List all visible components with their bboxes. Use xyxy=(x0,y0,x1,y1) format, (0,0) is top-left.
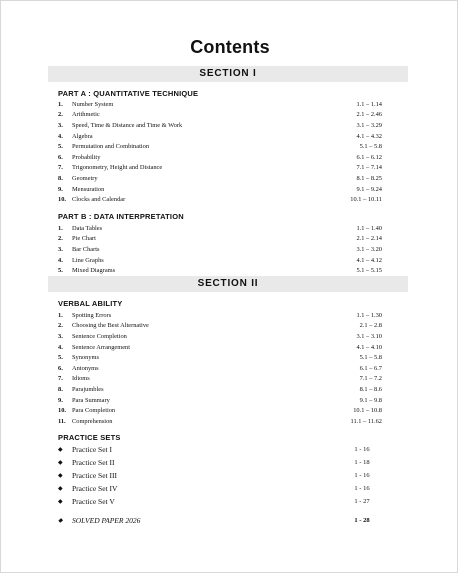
toc-page-range: 4.1 – 4.10 xyxy=(356,343,382,351)
toc-page-range: 10.1 – 10.8 xyxy=(353,407,382,415)
toc-number: 2. xyxy=(58,235,63,243)
toc-number: 6. xyxy=(58,153,63,161)
part-b-heading: PART B : DATA INTERPRETATION xyxy=(58,212,184,221)
section-1-heading: SECTION I xyxy=(48,66,408,82)
toc-number: 8. xyxy=(58,174,63,182)
toc-label: Mixed Diagrams xyxy=(72,267,116,275)
practice-set-row[interactable] xyxy=(58,495,382,508)
toc-label: Clocks and Calendar xyxy=(72,196,126,204)
verbal-ability-list xyxy=(58,310,382,427)
diamond-bullet-icon: ◆ xyxy=(58,486,63,492)
toc-row[interactable] xyxy=(58,141,382,152)
toc-page-range: 4.1 – 4.32 xyxy=(356,132,382,140)
toc-row[interactable] xyxy=(58,131,382,142)
toc-label: Spotting Errors xyxy=(72,311,112,319)
toc-page-range: 9.1 – 9.8 xyxy=(359,396,382,404)
part-a-list xyxy=(58,99,382,205)
toc-number: 2. xyxy=(58,322,63,330)
toc-row[interactable] xyxy=(58,342,382,353)
practice-set-row[interactable] xyxy=(58,469,382,482)
toc-label: Sentence Arrangement xyxy=(72,343,131,351)
toc-label: Antonyms xyxy=(72,364,99,372)
practice-set-row[interactable] xyxy=(58,482,382,495)
diamond-bullet-icon: ◆ xyxy=(58,473,63,479)
toc-page-range: 11.1 – 11.62 xyxy=(350,417,382,425)
toc-page-range: 8.1 – 8.6 xyxy=(359,385,382,393)
toc-number: 9. xyxy=(58,396,63,404)
toc-label: Mensuration xyxy=(72,185,105,193)
toc-label: Speed, Time & Distance and Time & Work xyxy=(72,121,183,129)
toc-label: Probability xyxy=(72,153,101,161)
toc-page-range: 1.1 – 1.14 xyxy=(356,100,382,108)
toc-row[interactable] xyxy=(58,352,382,363)
toc-page-range: 7.1 – 7.14 xyxy=(356,164,382,172)
toc-number: 4. xyxy=(58,132,63,140)
toc-row[interactable] xyxy=(58,163,382,174)
diamond-bullet-icon: ◆ xyxy=(58,499,63,505)
toc-label: Trigonometry, Height and Distance xyxy=(72,164,163,172)
toc-row[interactable] xyxy=(58,184,382,195)
toc-number: 7. xyxy=(58,164,63,172)
toc-label: Number System xyxy=(72,100,114,108)
practice-sets-list xyxy=(58,443,382,508)
toc-row[interactable] xyxy=(58,99,382,110)
toc-number: 9. xyxy=(58,185,63,193)
verbal-ability-heading: VERBAL ABILITY xyxy=(58,299,123,308)
solved-paper-pages: 1 - 28 xyxy=(354,517,370,524)
toc-number: 3. xyxy=(58,332,63,340)
toc-label: Para Completion xyxy=(72,407,116,415)
practice-set-label: Practice Set I xyxy=(72,445,112,454)
toc-page-range: 2.1 – 2.8 xyxy=(359,322,382,330)
practice-set-label: Practice Set II xyxy=(72,458,115,467)
toc-page-range: 5.1 – 5.15 xyxy=(356,267,382,275)
practice-set-pages: 1 - 27 xyxy=(354,498,370,505)
toc-number: 1. xyxy=(58,100,63,108)
toc-number: 4. xyxy=(58,343,63,351)
toc-number: 3. xyxy=(58,245,63,253)
diamond-bullet-icon: ◆ xyxy=(58,447,63,453)
solved-paper-row[interactable] xyxy=(58,514,382,527)
toc-page-range: 5.1 – 5.8 xyxy=(359,143,382,151)
practice-set-pages: 1 - 16 xyxy=(354,472,370,479)
practice-set-row[interactable] xyxy=(58,456,382,469)
toc-number: 6. xyxy=(58,364,63,372)
solved-paper-label: SOLVED PAPER 2026 xyxy=(72,516,141,525)
diamond-bullet-icon: ◆ xyxy=(58,518,63,524)
toc-row[interactable] xyxy=(58,194,382,205)
toc-label: Bar Charts xyxy=(72,245,100,253)
practice-set-label: Practice Set V xyxy=(72,497,115,506)
toc-label: Para Summary xyxy=(72,396,110,404)
toc-row[interactable] xyxy=(58,152,382,163)
toc-row[interactable] xyxy=(58,265,382,276)
toc-label: Line Graphs xyxy=(72,256,104,264)
toc-row[interactable] xyxy=(58,120,382,131)
toc-number: 1. xyxy=(58,311,63,319)
toc-page-range: 5.1 – 5.8 xyxy=(359,354,382,362)
toc-page-range: 6.1 – 6.12 xyxy=(356,153,382,161)
toc-row[interactable] xyxy=(58,244,382,255)
practice-set-pages: 1 - 16 xyxy=(354,446,370,453)
toc-number: 3. xyxy=(58,121,63,129)
practice-set-pages: 1 - 18 xyxy=(354,459,370,466)
page-title: Contents xyxy=(190,37,270,57)
practice-set-row[interactable] xyxy=(58,443,382,456)
practice-set-pages: 1 - 16 xyxy=(354,485,370,492)
toc-row[interactable] xyxy=(58,310,382,321)
toc-page-range: 1.1 – 1.40 xyxy=(356,224,382,232)
toc-number: 5. xyxy=(58,143,63,151)
solved-paper-list xyxy=(58,514,382,527)
toc-page-range: 8.1 – 8.25 xyxy=(356,174,382,182)
toc-number: 5. xyxy=(58,267,63,275)
toc-row[interactable] xyxy=(58,405,382,416)
toc-page-range: 9.1 – 9.24 xyxy=(356,185,382,193)
practice-sets-heading: PRACTICE SETS xyxy=(58,433,121,442)
toc-label: Pie Chart xyxy=(72,235,96,243)
toc-label: Permutation and Combination xyxy=(72,143,150,151)
practice-set-label: Practice Set III xyxy=(72,471,117,480)
toc-page-range: 4.1 – 4.12 xyxy=(356,256,382,264)
toc-row[interactable] xyxy=(58,374,382,385)
toc-row[interactable] xyxy=(58,395,382,406)
toc-row[interactable] xyxy=(58,110,382,121)
diamond-bullet-icon: ◆ xyxy=(58,460,63,466)
toc-page-range: 2.1 – 2.46 xyxy=(356,111,382,119)
toc-label: Sentence Completion xyxy=(72,332,127,340)
toc-row[interactable] xyxy=(58,416,382,427)
toc-number: 5. xyxy=(58,354,63,362)
toc-page-range: 3.1 – 3.10 xyxy=(356,332,382,340)
toc-page-range: 3.1 – 3.20 xyxy=(356,245,382,253)
toc-page-range: 3.1 – 3.29 xyxy=(356,121,382,129)
toc-page-range: 1.1 – 1.30 xyxy=(356,311,382,319)
section-2-heading: SECTION II xyxy=(48,276,408,292)
toc-row[interactable] xyxy=(58,223,382,234)
toc-number: 8. xyxy=(58,385,63,393)
toc-row[interactable] xyxy=(58,384,382,395)
toc-number: 2. xyxy=(58,111,63,119)
toc-label: Algebra xyxy=(72,132,93,140)
toc-page-range: 6.1 – 6.7 xyxy=(359,364,382,372)
toc-row[interactable] xyxy=(58,321,382,332)
toc-number: 7. xyxy=(58,375,63,383)
toc-row[interactable] xyxy=(58,234,382,245)
toc-number: 1. xyxy=(58,224,63,232)
toc-page-range: 7.1 – 7.2 xyxy=(359,375,382,383)
part-b-list xyxy=(58,223,382,276)
toc-label: Choosing the Best Alternative xyxy=(72,322,149,330)
toc-label: Synonyms xyxy=(72,354,99,362)
toc-number: 10. xyxy=(58,196,66,204)
toc-number: 4. xyxy=(58,256,63,264)
toc-number: 11. xyxy=(58,417,66,425)
toc-page-range: 2.1 – 2.14 xyxy=(356,235,382,243)
toc-label: Parajumbles xyxy=(72,385,104,393)
toc-number: 10. xyxy=(58,407,66,415)
toc-label: Idioms xyxy=(72,375,90,383)
toc-label: Comprehension xyxy=(72,417,113,425)
practice-set-label: Practice Set IV xyxy=(72,484,118,493)
part-a-heading: PART A : QUANTITATIVE TECHNIQUE xyxy=(58,89,199,98)
toc-row[interactable] xyxy=(58,331,382,342)
toc-row[interactable] xyxy=(58,255,382,266)
toc-label: Data Tables xyxy=(72,224,103,232)
toc-row[interactable] xyxy=(58,363,382,374)
toc-page-range: 10.1 – 10.11 xyxy=(350,196,382,204)
toc-label: Arithmetic xyxy=(72,111,100,119)
toc-label: Geometry xyxy=(72,174,98,182)
toc-row[interactable] xyxy=(58,173,382,184)
